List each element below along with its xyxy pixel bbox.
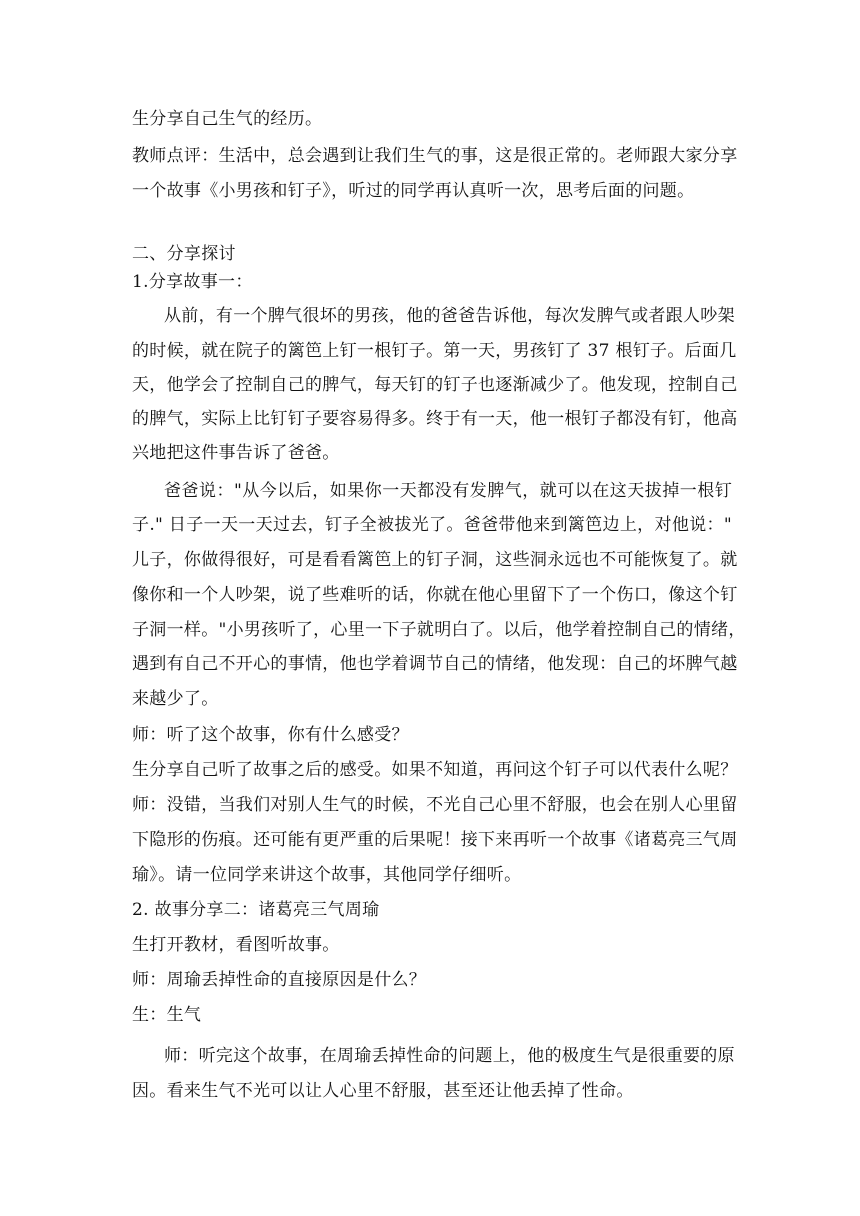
story-line: 的脾气，实际上比钉钉子要容易得多。终于有一天，他一根钉子都没有钉，他高 [132,409,738,429]
story-line: 来越少了。 [132,689,219,709]
story-line: 从前，有一个脾气很坏的男孩，他的爸爸告诉他，每次发脾气或者跟人吵架 [164,306,735,326]
dialogue-line: 瑜》。请一位同学来讲这个故事，其他同学仔细听。 [132,865,522,885]
story-line: 天，他学会了控制自己的脾气，每天钉的钉子也逐渐减少了。他发现，控制自己 [132,375,738,395]
story-line: 的时候，就在院子的篱笆上钉一根钉子。第一天，男孩钉了 37 根钉子。后面几 [132,341,737,361]
dialogue-line: 师：听了这个故事，你有什么感受？ [132,725,409,745]
story-line: 像你和一个人吵架，说了些难听的话，你就在他心里留下了一个伤口，像这个钉 [132,585,738,605]
dialogue-line: 生打开教材，看图听故事。 [132,935,340,955]
dialogue-line: 下隐形的伤痕。还可能有更严重的后果呢！接下来再听一个故事《诸葛亮三气周 [132,830,738,850]
dialogue-line: 师：没错，当我们对别人生气的时候，不光自己心里不舒服，也会在别人心里留 [132,795,738,815]
dialogue-line: 生分享自己听了故事之后的感受。如果不知道，再问这个钉子可以代表什么呢？ [132,760,738,780]
story-line: 爸爸说："从今以后，如果你一天都没有发脾气，就可以在这天拔掉一根钉 [164,481,732,501]
story-line: 子洞一样。"小男孩听了，心里一下子就明白了。以后，他学着控制自己的情绪， [132,620,746,640]
story-line: 子." 日子一天一天过去，钉子全被拔光了。爸爸带他来到篱笆边上，对他说：" [132,515,732,535]
section-heading: 二、分享探讨 [132,244,236,264]
paragraph-line: 一个故事《小男孩和钉子》，听过的同学再认真听一次，思考后面的问题。 [132,181,695,201]
story-line: 遇到有自己不开心的事情，他也学着调节自己的情绪，他发现：自己的坏脾气越 [132,654,738,674]
paragraph-line: 教师点评：生活中，总会遇到让我们生气的事，这是很正常的。老师跟大家分享 [132,146,738,166]
subsection-heading: 2. 故事分享二：诸葛亮三气周瑜 [132,900,380,920]
paragraph-line: 生分享自己生气的经历。 [132,109,323,129]
story-line: 兴地把这件事告诉了爸爸。 [132,443,340,463]
dialogue-line: 师：听完这个故事，在周瑜丢掉性命的问题上，他的极度生气是很重要的原 [164,1046,735,1066]
dialogue-line: 生：生气 [132,1005,202,1025]
dialogue-line: 师：周瑜丢掉性命的直接原因是什么？ [132,970,427,990]
subsection-heading: 1.分享故事一： [132,272,253,292]
dialogue-line: 因。看来生气不光可以让人心里不舒服，甚至还让他丢掉了性命。 [132,1081,634,1101]
story-line: 儿子，你做得很好，可是看看篱笆上的钉子洞，这些洞永远也不可能恢复了。就 [132,550,738,570]
